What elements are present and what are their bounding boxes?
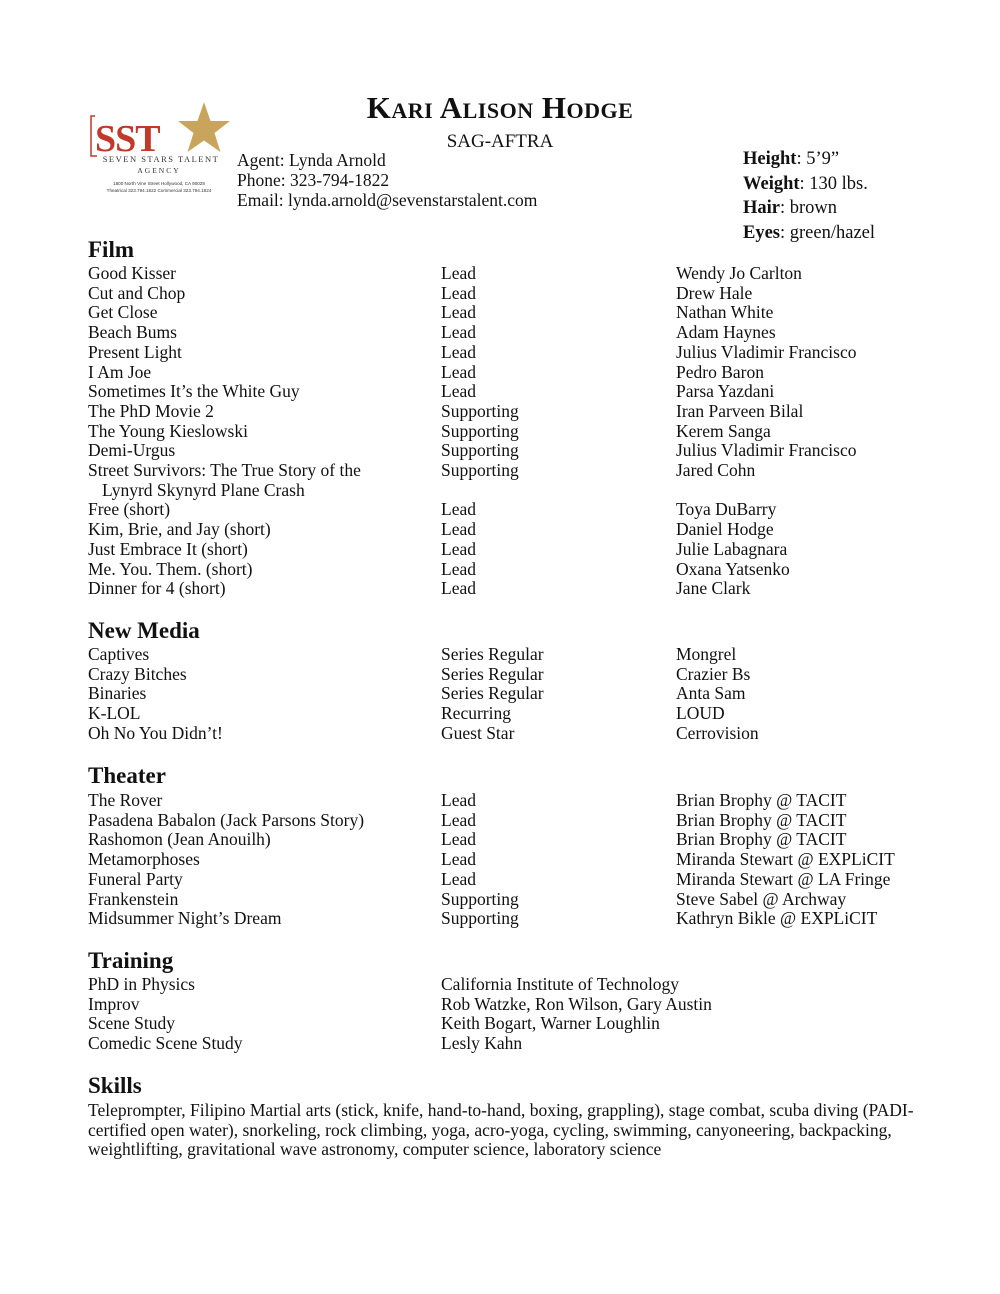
training-teacher: Rob Watzke, Ron Wilson, Gary Austin [441,993,712,1014]
gold-star-icon [178,102,230,152]
credit-director: Brian Brophy @ TACIT [676,829,847,850]
union-affiliation: SAG-AFTRA [446,131,554,152]
credit-title: The Young Kieslowski [88,420,248,441]
credit-role: Lead [441,849,476,870]
credit-director: Kathryn Bikle @ EXPLiCIT [676,908,878,929]
credit-director: Pedro Baron [676,361,764,382]
credit-title: Beach Bums [88,322,177,343]
credit-role: Supporting [441,440,519,461]
credit-company: Anta Sam [676,683,746,704]
credit-role: Series Regular [441,683,544,704]
stat-eyes [743,221,875,246]
credit-title: K-LOL [88,703,141,724]
credit-role: Series Regular [441,644,544,664]
credit-title: Me. You. Them. (short) [88,558,253,579]
credit-role: Lead [441,558,476,579]
credit-title: Pasadena Babalon (Jack Parsons Story) [88,809,365,830]
section-title-skills: Skills [88,1073,142,1098]
stat-value: : green/hazel [780,223,876,244]
credit-title: Just Embrace It (short) [88,538,248,559]
section-title-new-media: New Media [88,618,200,643]
credit-role: Lead [441,790,476,810]
section-title-theater: Theater [88,763,166,788]
credit-title: Funeral Party [88,868,183,889]
credit-director: Wendy Jo Carlton [676,263,802,283]
agent-email: Email: lynda.arnold@sevenstarstalent.com [237,190,538,210]
stat-value: : 130 lbs. [799,173,868,194]
credit-role: Lead [441,361,476,382]
actor-name: Kari Alison Hodge [366,90,634,125]
credit-title: Metamorphoses [88,849,200,870]
credit-role: Lead [441,538,476,559]
training-teacher: California Institute of Technology [441,974,680,994]
training-subject: Scene Study [88,1013,176,1034]
credit-director: Miranda Stewart @ LA Fringe [676,868,891,889]
credit-title: Frankenstein [88,888,179,909]
credit-title: I Am Joe [88,361,152,382]
credit-role: Lead [441,322,476,343]
credit-role: Supporting [441,420,519,441]
stat-label: Hair [743,198,780,219]
logo-agency-line2: AGENCY [137,166,181,175]
stat-label: Height [743,149,797,169]
agent-name: Agent: Lynda Arnold [237,150,386,170]
credit-role: Lead [441,809,476,830]
training-subject: Comedic Scene Study [88,1033,243,1054]
credit-title: Kim, Brie, and Jay (short) [88,519,271,540]
training-subject: Improv [88,993,140,1014]
agent-phone: Phone: 323-794-1822 [237,170,390,190]
credit-director: Julie Labagnara [676,538,788,559]
credit-role: Lead [441,829,476,850]
credit-company: Cerrovision [676,722,759,743]
training-teacher: Keith Bogart, Warner Loughlin [441,1013,660,1034]
skills-text: Teleprompter, Filipino Martial arts (stick, knife, hand-to-hand, boxing, grappling), stage combat, scuba diving (PADI-certified open water), snorkeling, rock climbing, yoga, acro-yoga, cycling, swimming, canyoneering, backpacking, weightlifting, gravitational wave astronomy, computer science, laboratory science [88,1100,914,1160]
credit-role: Guest Star [441,722,515,743]
credit-director: Julius Vladimir Francisco [676,440,857,461]
credit-role: Supporting [441,400,519,421]
credit-role: Lead [441,499,476,520]
credit-title: Crazy Bitches [88,663,187,684]
credit-role: Lead [441,282,476,303]
credit-title: Good Kisser [88,263,176,283]
credit-company: Crazier Bs [676,663,751,684]
credit-title: Binaries [88,683,147,704]
credit-title: Captives [88,644,150,664]
credit-role: Supporting [441,888,519,909]
logo-initials: SST [95,118,160,160]
credit-director: Jared Cohn [676,460,756,480]
credit-title: The PhD Movie 2 [88,400,214,421]
credit-director: Steve Sabel @ Archway [676,888,847,909]
credit-title: Midsummer Night’s Dream [88,908,282,929]
section-title-training: Training [88,948,174,973]
credit-title: Oh No You Didn’t! [88,722,223,743]
credit-director: Parsa Yazdani [676,381,775,402]
credit-role: Lead [441,868,476,889]
credit-role: Lead [441,302,476,323]
credit-role: Lead [441,263,476,283]
stat-hair [743,196,837,221]
credit-role: Lead [441,519,476,540]
credit-role: Supporting [441,460,519,480]
section-title-film: Film [88,237,134,262]
credit-role: Lead [441,381,476,402]
credit-director: Julius Vladimir Francisco [676,341,857,362]
stat-weight [743,172,868,197]
credit-title: Free (short) [88,499,171,520]
credit-director: Iran Parveen Bilal [676,400,804,421]
credit-role: Recurring [441,703,511,724]
stat-value: : brown [780,198,838,219]
stat-label: Weight [743,173,800,194]
credit-title: Rashomon (Jean Anouilh) [88,829,271,850]
credit-director: Adam Haynes [676,322,776,343]
credit-title: Present Light [88,341,182,362]
logo-address-line1: 1800 North Vine Street Hollywood, CA 90028 [113,181,205,186]
credit-title: Lynyrd Skynyrd Plane Crash [102,479,305,500]
credit-title: Dinner for 4 (short) [88,578,226,599]
credit-director: Daniel Hodge [676,519,774,540]
credit-director: Brian Brophy @ TACIT [676,790,847,810]
training-subject: PhD in Physics [88,974,195,994]
stat-height [743,147,839,172]
credit-director: Nathan White [676,302,774,323]
credit-director: Miranda Stewart @ EXPLiCIT [676,849,895,870]
credit-director: Brian Brophy @ TACIT [676,809,847,830]
credit-role: Series Regular [441,663,544,684]
credit-director: Oxana Yatsenko [676,558,790,579]
credit-title: Street Survivors: The True Story of the [88,460,361,480]
credit-role: Lead [441,578,476,599]
logo-address-line2: Theatrical 323.794.1822 Commercial 323.794.1824 [106,188,212,193]
credit-director: Toya DuBarry [676,499,777,520]
credit-director: Kerem Sanga [676,420,771,441]
credit-role: Supporting [441,908,519,929]
logo-agency-line1: SEVEN STARS TALENT [102,154,220,164]
credit-title: The Rover [88,790,163,810]
agency-logo [85,98,233,198]
stat-value: : 5’9” [796,149,840,169]
credit-title: Cut and Chop [88,282,186,303]
stat-label: Eyes [743,223,780,244]
credit-director: Jane Clark [676,578,751,599]
credit-title: Demi-Urgus [88,440,176,461]
credit-director: Drew Hale [676,282,753,303]
credit-title: Get Close [88,302,158,323]
credit-title: Sometimes It’s the White Guy [88,381,300,402]
training-teacher: Lesly Kahn [441,1033,523,1054]
credit-company: Mongrel [676,644,737,664]
credit-role: Lead [441,341,476,362]
credit-company: LOUD [676,703,725,724]
